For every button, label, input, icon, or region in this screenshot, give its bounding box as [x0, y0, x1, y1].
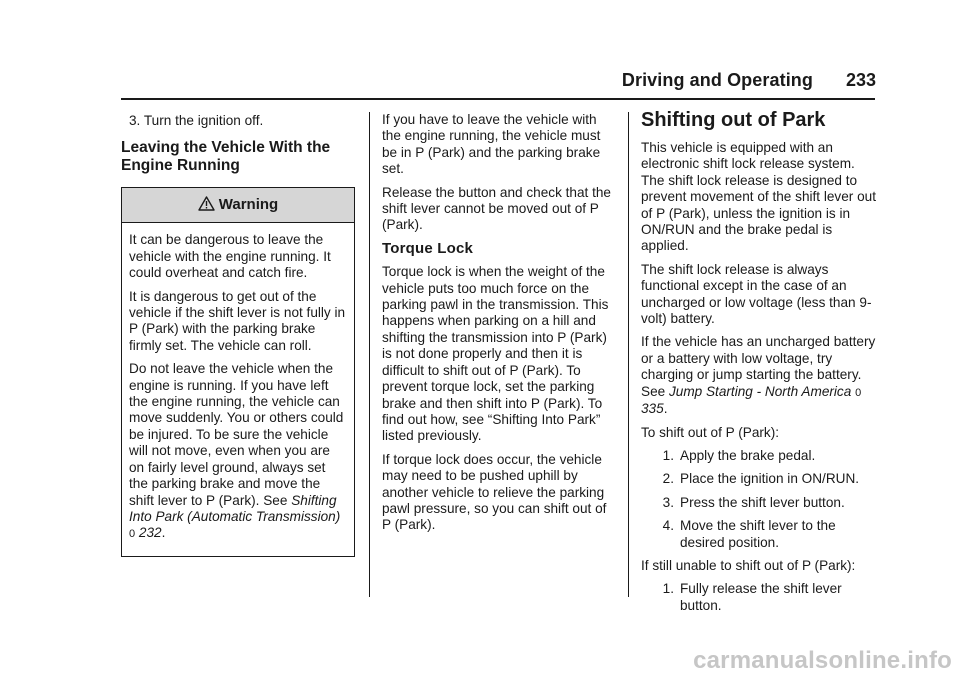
paragraph-shift-lock-system: This vehicle is equipped with an electronic shift lock release system. The shift lock release is designed to prevent movement of the shift lever out of P (Park), unless the ignition is in ON/RUN and the brake pedal is applied. — [641, 140, 876, 254]
steps-list-2 — [641, 581, 878, 614]
column-1 — [121, 113, 355, 557]
list-item — [641, 581, 878, 614]
heading-line-2: Engine Running — [121, 157, 240, 175]
warning-box — [121, 187, 355, 556]
section-heading-shifting-out-of-park: Shifting out of Park — [641, 109, 826, 131]
sentence-end: . — [663, 401, 668, 417]
warning-paragraph-2: It is dangerous to get out of the vehicle if the shift lever is not fully in P (Park) with the parking brake firmly set. The vehicle can roll. — [129, 288, 346, 353]
step-number: 2. — [662, 471, 674, 487]
paragraph-torque-lock-occurs: If torque lock does occur, the vehicle may need to be pushed uphill by another vehicle to relieve the parking pawl pressure, so you can shift out of P (Park). — [382, 451, 607, 533]
header-rule — [121, 98, 875, 100]
cross-reference-shifting-into-park[interactable]: Shifting Into Park (Automatic Transmission) — [129, 492, 341, 524]
column-divider-2 — [628, 112, 629, 597]
sentence-end: . — [161, 525, 166, 541]
step-text: Press the shift lever button. — [680, 494, 845, 510]
list-item — [641, 471, 878, 487]
section-heading-leaving-vehicle — [121, 139, 355, 175]
step-text: Move the shift lever to the desired position. — [680, 518, 836, 550]
warning-triangle-icon — [198, 196, 215, 215]
column-divider-1 — [369, 112, 370, 597]
step-number: 1. — [662, 447, 674, 463]
warning-paragraph-3-text: Do not leave the vehicle when the engine is running. If you have left the engine running, the vehicle can move suddenly. You or others could be injured. To be sure the vehicle will not move, even when you are on fairly level ground, always set the parking brake and move the shift lever to P (Park). See — [129, 361, 344, 508]
page-arrow-icon: 0 — [855, 386, 862, 399]
step-text: Apply the brake pedal. — [680, 447, 816, 463]
step-text: Place the ignition in ON/RUN. — [680, 471, 860, 487]
step-number: 4. — [662, 518, 674, 534]
paragraph-torque-lock: Torque lock is when the weight of the vehicle puts too much force on the parking pawl in the transmission. This happens when parking on a hill and shifting the transmission into P (Park) is not done properly and then it is difficult to shift out of P (Park). To prevent torque lock, set the parking brake and then shift into P (Park). To find out how, see “Shifting Into Park” listed previously. — [382, 264, 609, 444]
paragraph-uncharged-battery — [641, 334, 878, 417]
step-number: 3. — [662, 494, 674, 510]
warning-paragraph-1: It can be dangerous to leave the vehicle with the engine running. It could overheat and catch fire. — [129, 232, 331, 281]
step-number: 1. — [662, 581, 674, 597]
section-title: Driving and Operating — [621, 70, 813, 90]
paragraph-uncharged-battery-text: If the vehicle has an uncharged battery or a battery with low voltage, try charging or jump starting the battery. See — [641, 334, 876, 399]
warning-header — [122, 188, 354, 223]
step-turn-ignition-off: 3. Turn the ignition off. — [129, 113, 264, 128]
column-3 — [641, 108, 878, 621]
watermark: carmanualsonline.info — [693, 647, 952, 674]
page-arrow-icon: 0 — [129, 528, 136, 541]
warning-title: Warning — [218, 196, 279, 214]
page-reference[interactable]: 232 — [138, 525, 162, 541]
cross-reference-jump-starting[interactable]: Jump Starting - North America — [668, 383, 852, 399]
paragraph-release-button: Release the button and check that the shift lever cannot be moved out of P (Park). — [382, 184, 611, 233]
list-item — [641, 518, 878, 551]
subheading-torque-lock: Torque Lock — [382, 239, 474, 257]
paragraph-shift-lock-functional: The shift lock release is always functional except in the case of an uncharged or low voltage (less than 9-volt) battery. — [641, 261, 872, 327]
step-text: Fully release the shift lever button. — [680, 581, 842, 613]
list-item — [641, 448, 878, 464]
paragraph-still-unable: If still unable to shift out of P (Park): — [641, 557, 856, 573]
paragraph-to-shift-out: To shift out of P (Park): — [641, 424, 780, 440]
column-2 — [382, 112, 614, 541]
warning-paragraph-3 — [129, 361, 347, 542]
paragraph-leave-running: If you have to leave the vehicle with the engine running, the vehicle must be in P (Park) and the parking brake set. — [382, 112, 601, 177]
list-item — [641, 495, 878, 511]
page-reference[interactable]: 335 — [641, 401, 664, 417]
heading-line-1: Leaving the Vehicle With the — [121, 139, 331, 157]
steps-list — [641, 448, 878, 551]
warning-body — [122, 223, 354, 555]
page-number: 233 — [845, 70, 876, 90]
